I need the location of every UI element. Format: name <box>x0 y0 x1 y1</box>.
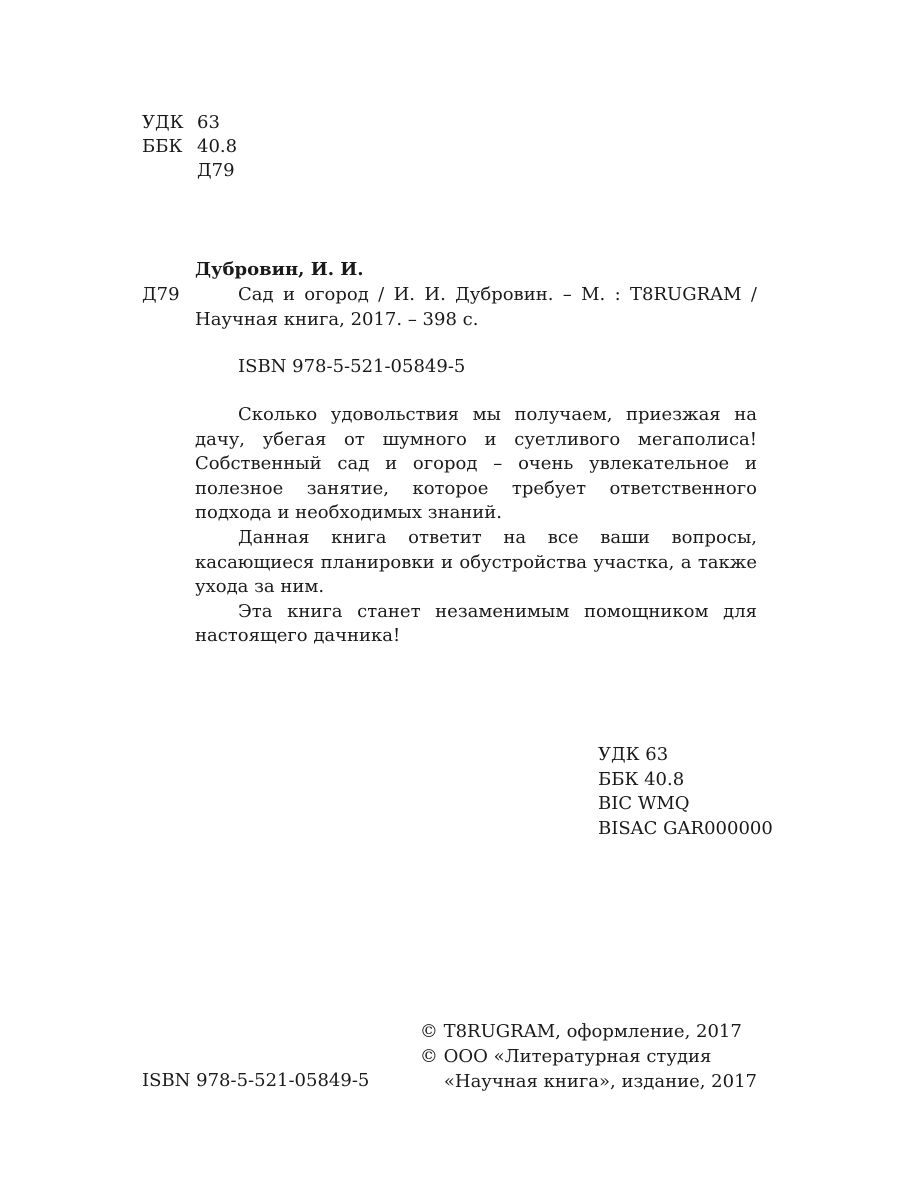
copyright-line: © ООО «Литературная студия <box>419 1046 712 1067</box>
classification-line: BISAC GAR000000 <box>598 817 773 839</box>
classification-line: BIC WMQ <box>598 793 690 814</box>
udk-label: УДК <box>142 112 184 133</box>
copyright-block <box>420 1019 757 1094</box>
copyright-line: © T8RUGRAM, оформление, 2017 <box>419 1021 742 1042</box>
bbk-label: ББК <box>142 136 183 157</box>
bibliographic-description: Сад и огород / И. И. Дубровин. – М. : T8RUGRAM / Научная книга, 2017. – 398 с. <box>195 284 757 330</box>
card-isbn: ISBN 978-5-521-05849-5 <box>238 356 466 377</box>
copyright-line: «Научная книга», издание, 2017 <box>443 1071 757 1092</box>
author-name: Дубровин, И. И. <box>195 259 364 280</box>
author-mark: Д79 <box>197 160 235 181</box>
annotation-paragraph: Сколько удовольствия мы получаем, приезжая на дачу, убегая от шумного и суетливого мегаполиса! Собственный сад и огород – очень увлекательное и полезное занятие, которое требует ответственного подхода и необходимых знаний. <box>195 404 757 524</box>
classification-codes <box>598 743 773 841</box>
card-code: Д79 <box>142 284 180 305</box>
udk-value: 63 <box>197 112 220 133</box>
classification-line: УДК 63 <box>598 744 669 765</box>
annotation <box>195 403 757 649</box>
footer-isbn: ISBN 978-5-521-05849-5 <box>142 1070 370 1091</box>
bbk-value: 40.8 <box>197 136 238 157</box>
annotation-paragraph: Данная книга ответит на все ваши вопросы, касающиеся планировки и обустройства участка, а также ухода за ним. <box>195 526 757 598</box>
annotation-paragraph: Эта книга станет незаменимым помощником для настоящего дачника! <box>195 600 757 647</box>
classification-line: ББК 40.8 <box>598 768 685 790</box>
